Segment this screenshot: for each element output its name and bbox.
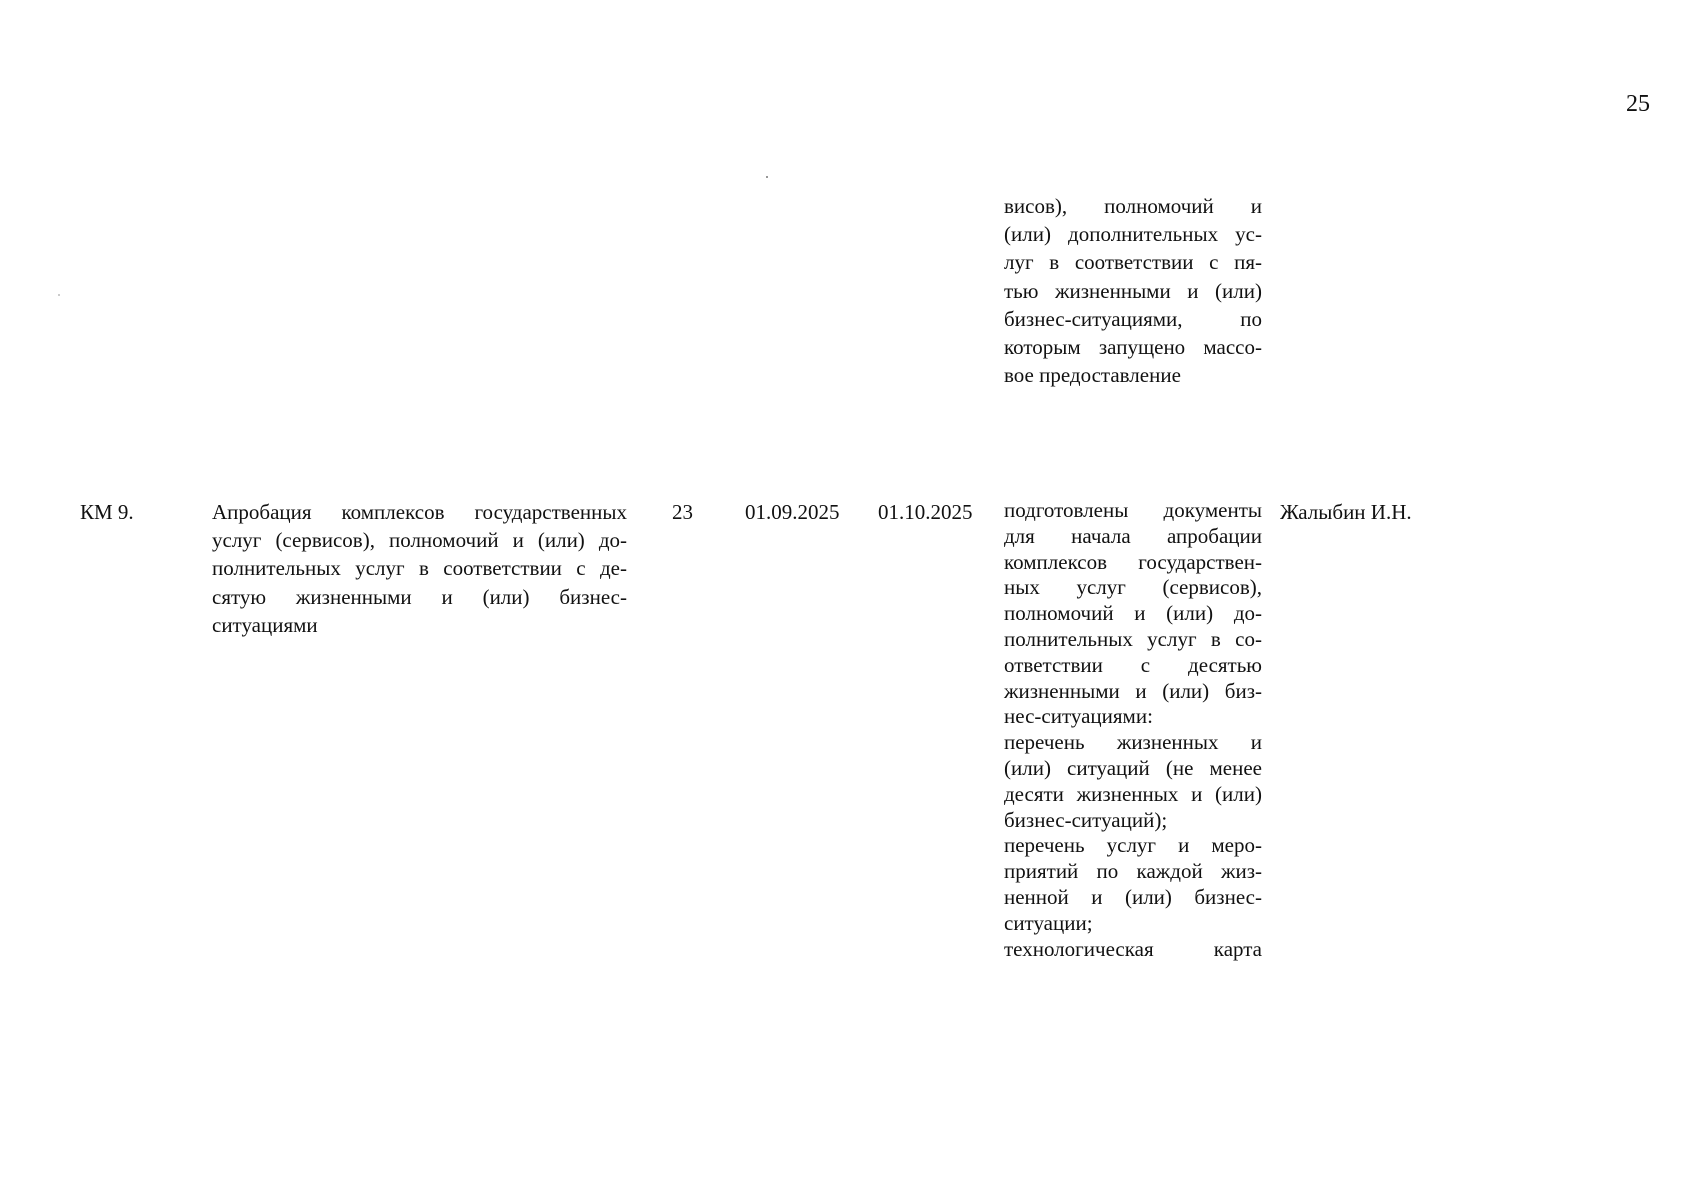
row-result-line: полномочий и (или) до- xyxy=(1004,601,1262,626)
continuation-line: бизнес-ситуациями, по xyxy=(1004,306,1262,331)
continuation-line: висов), полномочий и xyxy=(1004,194,1262,218)
continuation-line: вое предоставление xyxy=(1004,363,1181,388)
row-result-line: комплексов государствен- xyxy=(1004,549,1262,574)
row-result-line: подготовлены документы xyxy=(1004,498,1262,522)
row-result-line: ных услуг (сервисов), xyxy=(1004,575,1262,600)
row-result-line: жизненными и (или) биз- xyxy=(1004,678,1262,703)
row-result-line: для начала апробации xyxy=(1004,523,1262,548)
continuation-line: (или) дополнительных ус- xyxy=(1004,222,1262,247)
row-result-line: бизнес-ситуаций); xyxy=(1004,807,1168,832)
row-result-line: нес-ситуациями: xyxy=(1004,704,1153,729)
row-name xyxy=(212,498,627,639)
row-result-line: перечень жизненных и xyxy=(1004,730,1262,755)
row-name-line: сятую жизненными и (или) бизнес- xyxy=(212,584,627,609)
continuation-result-text xyxy=(1004,192,1262,389)
row-end-date: 01.10.2025 xyxy=(878,500,973,524)
row-result-line: перечень услуг и меро- xyxy=(1004,833,1262,858)
continuation-line: которым запущено массо- xyxy=(1004,335,1262,360)
row-responsible: Жалыбин И.Н. xyxy=(1280,500,1412,524)
scan-speck xyxy=(766,176,768,178)
row-result-line: десяти жизненных и (или) xyxy=(1004,781,1262,806)
continuation-line: луг в соответствии с пя- xyxy=(1004,250,1262,275)
row-result-line: ответствии с десятью xyxy=(1004,652,1262,677)
scan-speck xyxy=(58,294,60,296)
row-result-line: ситуации; xyxy=(1004,910,1093,935)
row-name-line: Апробация комплексов государственных xyxy=(212,500,627,524)
row-result-line: (или) ситуаций (не менее xyxy=(1004,755,1262,780)
page-number: 25 xyxy=(1626,91,1650,117)
row-name-line: ситуациями xyxy=(212,612,318,637)
row-result-line: полнительных услуг в со- xyxy=(1004,626,1262,651)
row-result-line: технологическая карта xyxy=(1004,936,1262,961)
row-number: 23 xyxy=(672,500,693,524)
row-name-line: полнительных услуг в соответствии с де- xyxy=(212,556,627,581)
row-code: КМ 9. xyxy=(80,500,134,524)
continuation-line: тью жизненными и (или) xyxy=(1004,278,1262,303)
row-name-line: услуг (сервисов), полномочий и (или) до- xyxy=(212,528,627,553)
row-result-line: ненной и (или) бизнес- xyxy=(1004,884,1262,909)
row-start-date: 01.09.2025 xyxy=(745,500,840,524)
row-result xyxy=(1004,498,1262,962)
row-result-line: приятий по каждой жиз- xyxy=(1004,859,1262,884)
